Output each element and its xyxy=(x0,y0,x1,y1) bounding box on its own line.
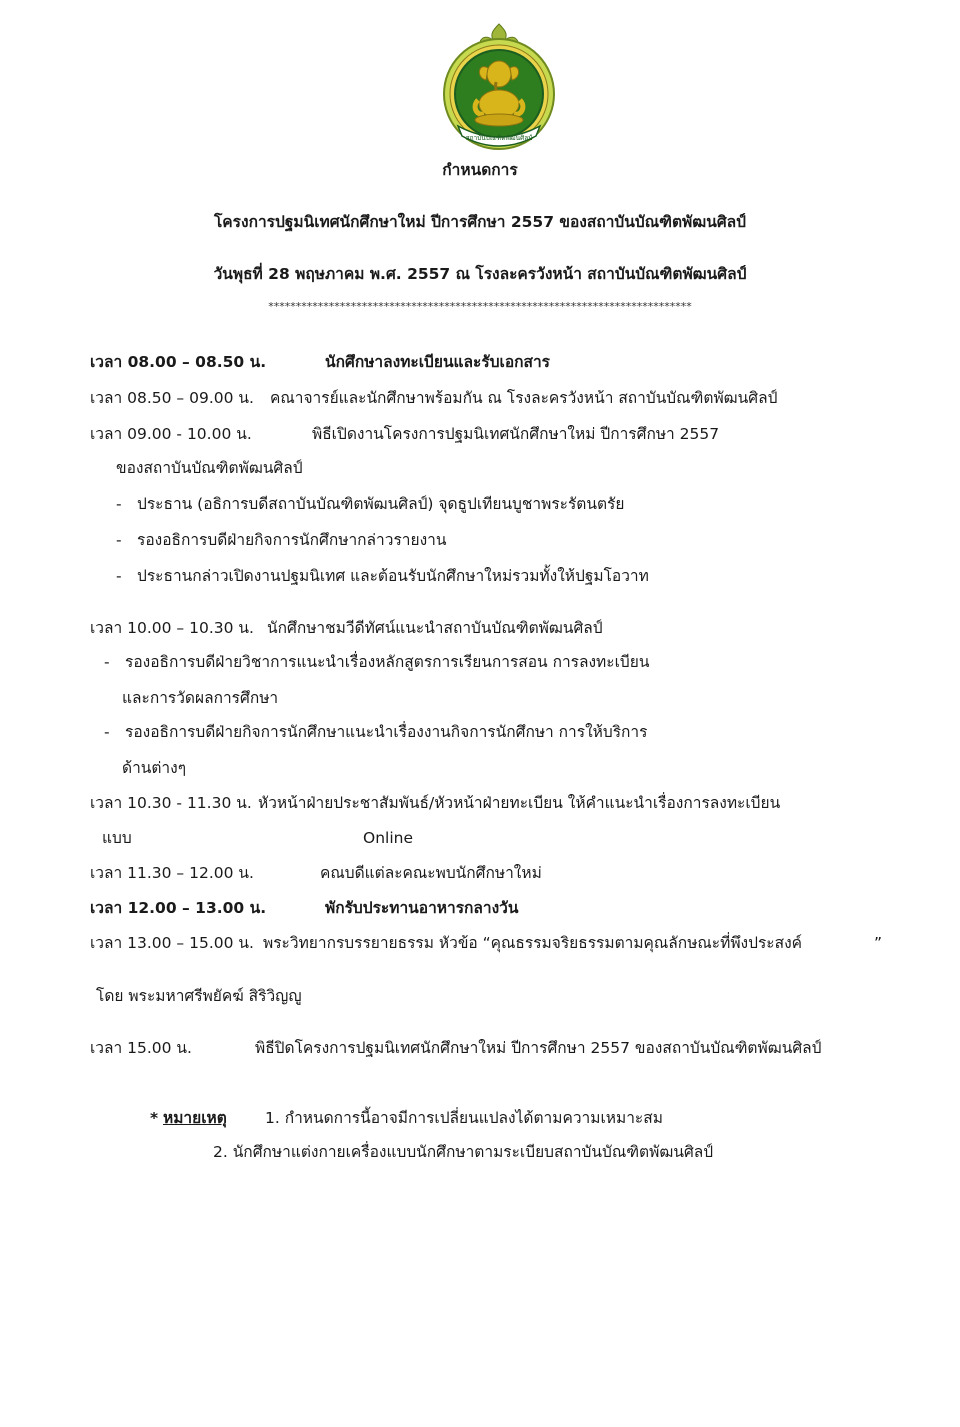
session-4-item-2-continuation: ด้านต่างๆ xyxy=(122,759,187,777)
session-3-item-1: ประธาน (อธิการบดีสถาบันบัณฑิตพัฒนศิลป์) จุดธูปเทียนบูชาพระรัตนตรัย xyxy=(137,495,625,513)
session-3-time: เวลา 09.00 - 10.00 น. xyxy=(90,425,252,443)
document-title: กำหนดการ xyxy=(442,161,518,179)
session-3-text: พิธีเปิดงานโครงการปฐมนิเทศนักศึกษาใหม่ ปีการศึกษา 2557 xyxy=(312,425,720,443)
session-6-text: คณบดีแต่ละคณะพบนักศึกษาใหม่ xyxy=(320,864,542,882)
note-2: 2. นักศึกษาแต่งกายเครื่องแบบนักศึกษาตามระเบียบสถาบันบัณฑิตพัฒนศิลป์ xyxy=(213,1143,714,1161)
session-5-time: เวลา 10.30 - 11.30 น. xyxy=(90,794,252,812)
note-label: หมายเหตุ xyxy=(163,1109,227,1127)
session-8-speaker: โดย พระมหาศรีพยัคฆ์ สิริวิญญู xyxy=(96,987,302,1005)
session-4-item-2: รองอธิการบดีฝ่ายกิจการนักศึกษาแนะนำเรื่องงานกิจการนักศึกษา การให้บริการ xyxy=(125,723,648,741)
session-5-online: Online xyxy=(363,829,413,847)
session-9-text: พิธีปิดโครงการปฐมนิเทศนักศึกษาใหม่ ปีการศึกษา 2557 ของสถาบันบัณฑิตพัฒนศิลป์ xyxy=(255,1039,822,1057)
session-5-text: หัวหน้าฝ่ายประชาสัมพันธ์/หัวหน้าฝ่ายทะเบียน ให้คำแนะนำเรื่องการลงทะเบียน xyxy=(258,794,781,812)
session-4-time: เวลา 10.00 – 10.30 น. xyxy=(90,619,254,637)
bullet-dash: - xyxy=(116,495,122,513)
session-7-time: เวลา 12.00 – 13.00 น. xyxy=(90,899,267,917)
session-4-text: นักศึกษาชมวีดีทัศน์แนะนำสถาบันบัณฑิตพัฒนศิลป์ xyxy=(267,619,603,637)
date-venue: วันพุธที่ 28 พฤษภาคม พ.ศ. 2557 ณ โรงละครวังหน้า สถาบันบัณฑิตพัฒนศิลป์ xyxy=(213,265,747,283)
session-6-time: เวลา 11.30 – 12.00 น. xyxy=(90,864,254,882)
session-3-continuation: ของสถาบันบัณฑิตพัฒนศิลป์ xyxy=(116,459,303,477)
session-3-item-3: ประธานกล่าวเปิดงานปฐมนิเทศ และต้อนรับนักศึกษาใหม่รวมทั้งให้ปฐมโอวาท xyxy=(137,567,649,585)
bullet-dash: - xyxy=(104,653,110,671)
bullet-dash: - xyxy=(116,567,122,585)
session-8-text: พระวิทยากรบรรยายธรรม หัวข้อ “คุณธรรมจริยธรรมตามคุณลักษณะที่พึงประสงค์ xyxy=(263,934,803,952)
session-4-item-1: รองอธิการบดีฝ่ายวิชาการแนะนำเรื่องหลักสูตรการเรียนการสอน การลงทะเบียน xyxy=(125,653,650,671)
note-1: 1. กำหนดการนี้อาจมีการเปลี่ยนแปลงได้ตามความเหมาะสม xyxy=(265,1109,663,1127)
session-9-time: เวลา 15.00 น. xyxy=(90,1039,192,1057)
session-2-time: เวลา 08.50 – 09.00 น. xyxy=(90,389,254,407)
logo-ribbon-text: สถาบันบัณฑิตพัฒนศิลป์ xyxy=(465,134,533,142)
session-2-text: คณาจารย์และนักศึกษาพร้อมกัน ณ โรงละครวังหน้า สถาบันบัณฑิตพัฒนศิลป์ xyxy=(270,389,778,407)
session-8-time: เวลา 13.00 – 15.00 น. xyxy=(90,934,254,952)
session-3-item-2: รองอธิการบดีฝ่ายกิจการนักศึกษากล่าวรายงาน xyxy=(137,531,447,549)
session-4-item-1-continuation: และการวัดผลการศึกษา xyxy=(122,689,279,707)
session-1-time: เวลา 08.00 – 08.50 น. xyxy=(90,353,267,371)
session-7-text: พักรับประทานอาหารกลางวัน xyxy=(325,899,519,917)
session-5-continuation: แบบ xyxy=(102,829,132,847)
star-divider: ***************************************************************************** xyxy=(268,300,692,313)
bullet-dash: - xyxy=(116,531,122,549)
note-asterisk: * xyxy=(150,1109,159,1127)
project-title: โครงการปฐมนิเทศนักศึกษาใหม่ ปีการศึกษา 2557 ของสถาบันบัณฑิตพัฒนศิลป์ xyxy=(213,213,746,231)
bullet-dash: - xyxy=(104,723,110,741)
session-8-closing-quote: ” xyxy=(874,934,883,952)
session-1-text: นักศึกษาลงทะเบียนและรับเอกสาร xyxy=(325,353,551,371)
institute-logo xyxy=(438,22,560,152)
